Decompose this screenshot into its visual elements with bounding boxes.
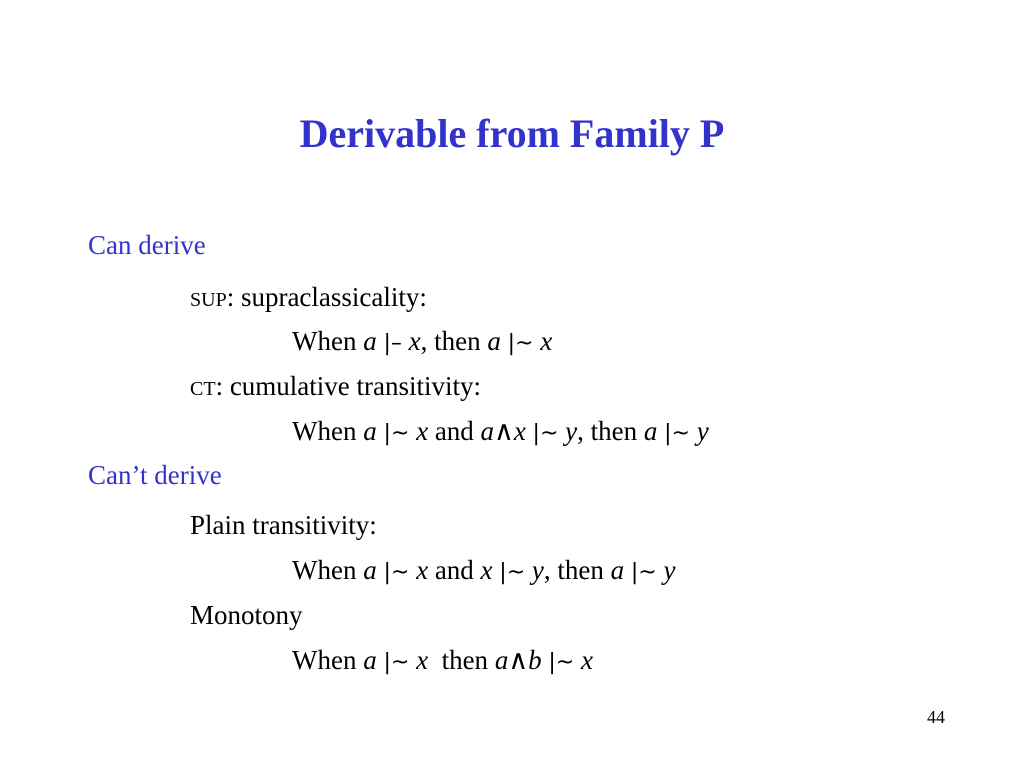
formula-var: a xyxy=(363,645,377,675)
formula-var: x xyxy=(416,416,429,446)
sup-description: : supraclassicality: xyxy=(226,282,427,312)
formula-var: x xyxy=(480,555,493,585)
sup-line xyxy=(190,280,427,317)
formula-var: a xyxy=(363,326,377,356)
nonmonotonic-operator: |~ xyxy=(383,650,410,675)
conjunction-symbol: ∧ xyxy=(494,416,514,446)
rule-when: When xyxy=(292,326,357,356)
sup-abbreviation: SUP xyxy=(190,289,227,311)
ct-abbreviation: CT xyxy=(190,378,216,400)
formula-var: b xyxy=(528,645,542,675)
formula-var: x xyxy=(416,555,429,585)
rule-then: , then xyxy=(420,326,481,356)
nonmonotonic-operator: |~ xyxy=(499,560,526,585)
formula-var: y xyxy=(696,416,709,446)
formula-var: a xyxy=(480,416,495,446)
rule-and: and xyxy=(434,555,474,585)
formula-var: x xyxy=(408,326,421,356)
formula-var: a xyxy=(610,555,625,585)
nonmonotonic-operator: |~ xyxy=(383,421,410,446)
rule-when: When xyxy=(292,555,357,585)
monotony-label: Monotony xyxy=(190,600,303,630)
nonmonotonic-operator: |~ xyxy=(507,331,534,356)
cant-derive-heading: Can’t derive xyxy=(88,460,222,490)
plain-transitivity-label: Plain transitivity: xyxy=(190,510,377,540)
formula-var: x xyxy=(540,326,553,356)
formula-var: a xyxy=(494,645,509,675)
plain-transitivity-rule xyxy=(292,553,675,590)
slide-title: Derivable from Family P xyxy=(299,111,725,156)
can-derive-heading: Can derive xyxy=(88,230,206,260)
formula-var: x xyxy=(513,416,526,446)
sup-rule xyxy=(292,324,552,361)
rule-then: then xyxy=(441,645,489,675)
nonmonotonic-operator: |~ xyxy=(630,560,657,585)
entails-operator: |– xyxy=(383,331,402,356)
rule-then: , then xyxy=(577,416,638,446)
formula-var: y xyxy=(663,555,676,585)
formula-var: x xyxy=(416,645,429,675)
rule-when: When xyxy=(292,416,357,446)
formula-var: y xyxy=(565,416,578,446)
page-number: 44 xyxy=(927,707,945,727)
formula-var: a xyxy=(487,326,501,356)
rule-when: When xyxy=(292,645,357,675)
ct-rule xyxy=(292,414,709,451)
conjunction-symbol: ∧ xyxy=(508,645,529,675)
formula-var: a xyxy=(363,555,377,585)
ct-description: : cumulative transitivity: xyxy=(215,371,482,401)
rule-then: , then xyxy=(543,555,604,585)
rule-and: and xyxy=(434,416,474,446)
ct-line xyxy=(190,369,481,406)
formula-var: a xyxy=(363,416,377,446)
formula-var: y xyxy=(531,555,544,585)
monotony-rule xyxy=(292,643,593,680)
nonmonotonic-operator: |~ xyxy=(664,421,690,446)
nonmonotonic-operator: |~ xyxy=(532,421,559,446)
nonmonotonic-operator: |~ xyxy=(383,560,410,585)
formula-var: x xyxy=(580,645,593,675)
formula-var: a xyxy=(643,416,658,446)
nonmonotonic-operator: |~ xyxy=(548,650,575,675)
